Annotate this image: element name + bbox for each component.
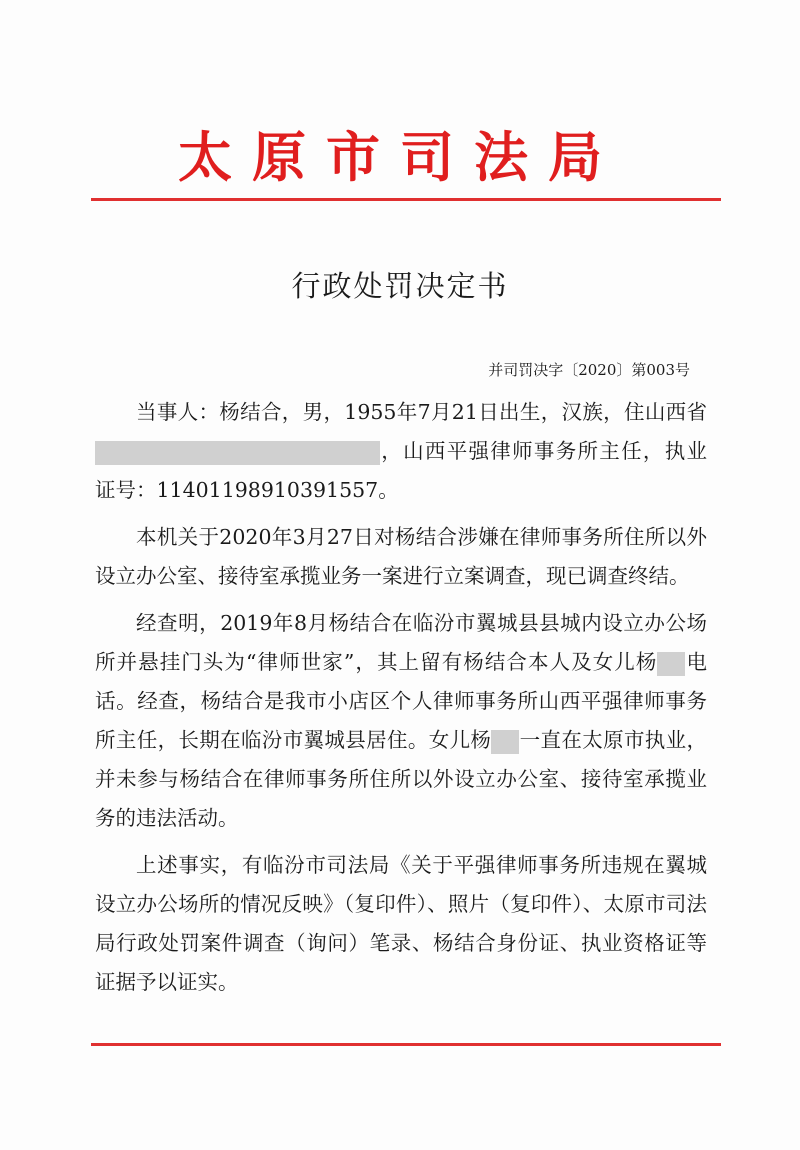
party-text-2: ，山西平强律师事务所主任，执业证号：11401198910391557。	[95, 439, 707, 502]
daughter-name-redaction-1	[657, 652, 685, 676]
evidence-text: 上述事实，有临汾市司法局《关于平强律师事务所违规在翼城设立办公场所的情况反映》（复印件）、照片（复印件）、太原市司法局行政处罚案件调查（询问）笔录、杨结合身份证、执业资格证等证据予以证实。	[95, 853, 707, 994]
document-body	[95, 393, 707, 1010]
findings-text-1: 经查明，2019年8月杨结合在临汾市翼城县县城内设立办公场所并悬挂门头为“律师世家”，其上留有杨结合本人及女儿杨	[95, 611, 707, 674]
party-paragraph	[95, 393, 707, 510]
findings-text-2: 电话。经查，杨结合是我市小店区个人律师事务所山西平强律师事务所主任，长期在临汾市翼城县居住。女儿杨	[95, 650, 707, 752]
case-filing-text: 本机关于2020年3月27日对杨结合涉嫌在律师事务所住所以外设立办公室、接待室承揽业务一案进行立案调查，现已调查终结。	[95, 525, 707, 588]
footer-red-rule	[91, 1043, 721, 1046]
findings-text-3: 一直在太原市执业，并未参与杨结合在律师事务所住所以外设立办公室、接待室承揽业务的违法活动。	[95, 728, 708, 830]
document-number: 并司罚决字〔2020〕第003号	[488, 361, 690, 379]
header-red-rule	[91, 198, 721, 201]
document-title: 行政处罚决定书	[291, 269, 509, 303]
organization-header: 太原市司法局	[178, 125, 622, 189]
evidence-paragraph	[95, 846, 707, 1002]
findings-paragraph	[95, 604, 707, 838]
address-redaction	[95, 441, 380, 465]
case-filing-paragraph	[95, 518, 707, 596]
daughter-name-redaction-2	[491, 730, 519, 754]
party-text-1: 当事人：杨结合，男，1955年7月21日出生，汉族，住山西省	[136, 400, 707, 424]
